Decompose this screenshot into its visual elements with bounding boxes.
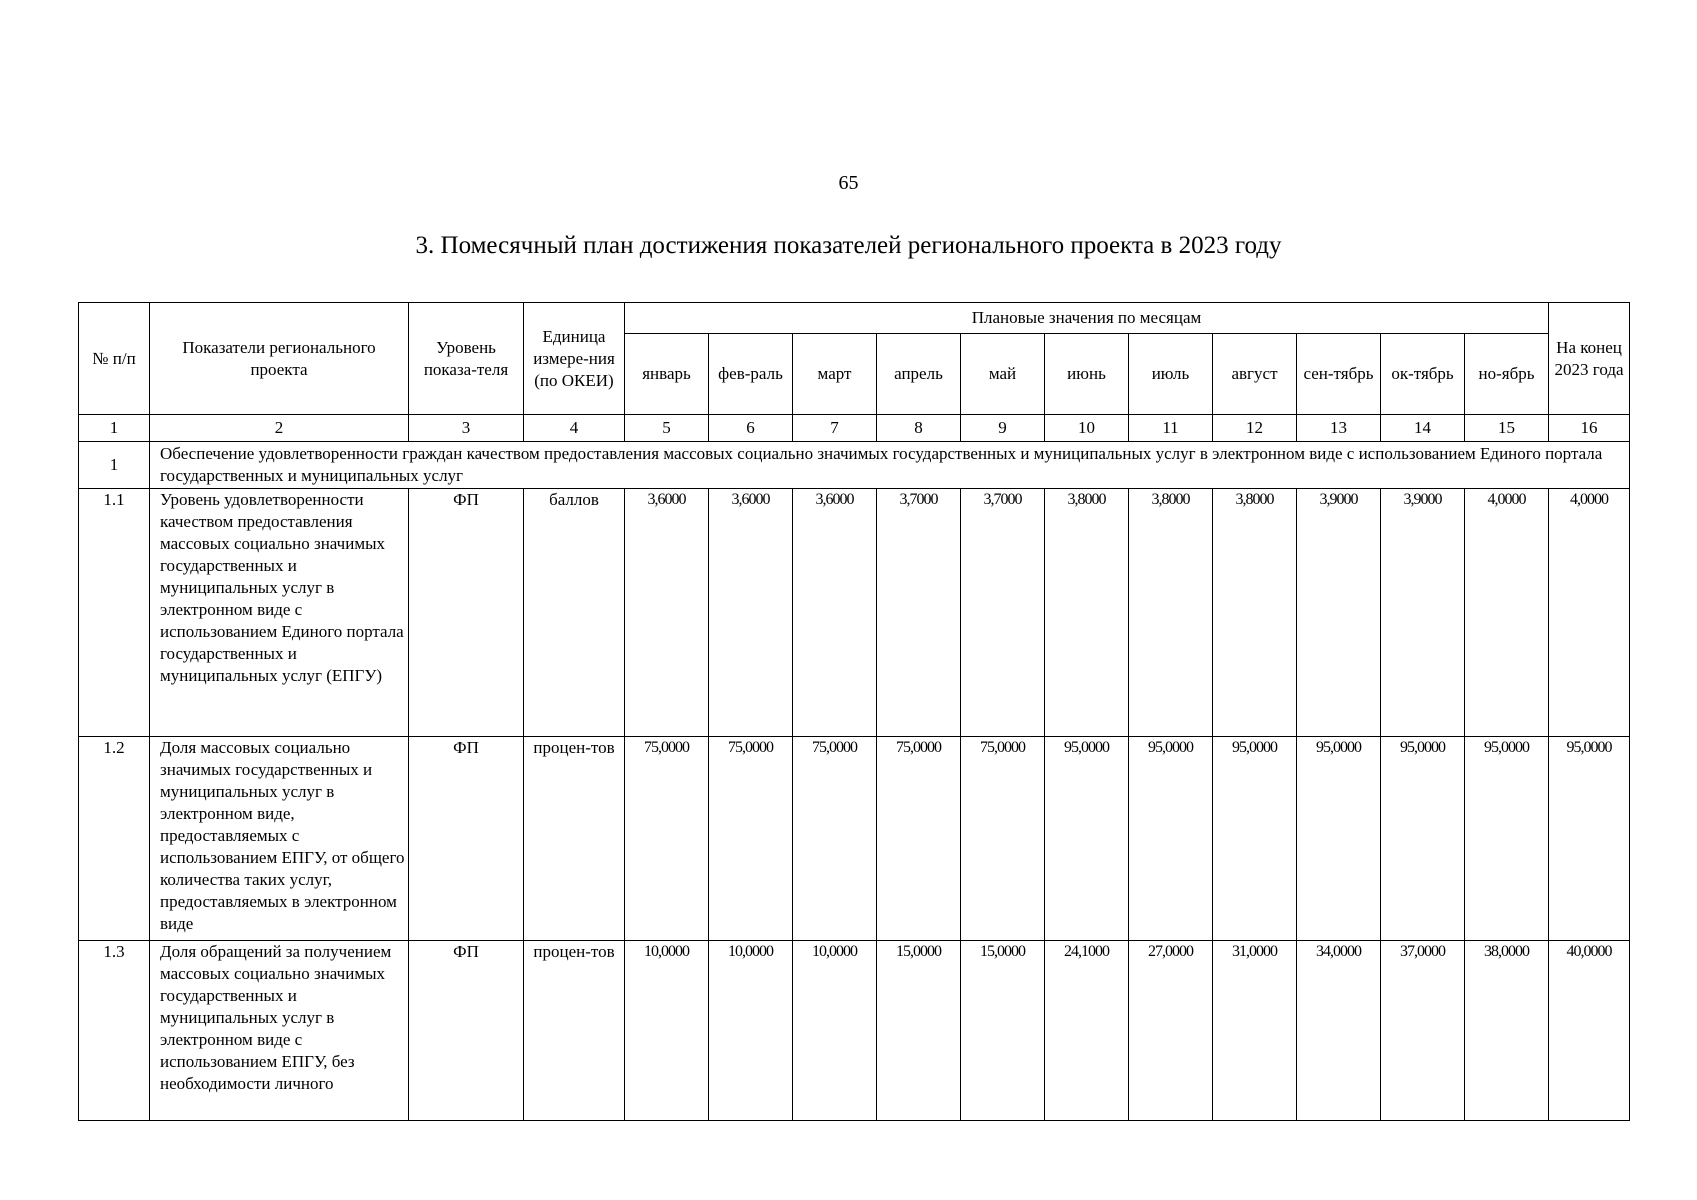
month-value: 95,0000 [1381, 737, 1465, 941]
month-value: 3,9000 [1297, 489, 1381, 737]
month-value: 31,0000 [1213, 941, 1297, 1121]
monthly-plan-table [78, 302, 1630, 1121]
row-num: 1.2 [79, 737, 150, 941]
section-row [79, 442, 1630, 489]
month-value: 95,0000 [1129, 737, 1213, 941]
column-number: 3 [409, 415, 524, 442]
column-number: 8 [877, 415, 961, 442]
year-end-value: 4,0000 [1549, 489, 1630, 737]
column-number: 14 [1381, 415, 1465, 442]
month-value: 3,7000 [877, 489, 961, 737]
header-month: фев-раль [709, 334, 793, 415]
month-value: 3,8000 [1045, 489, 1129, 737]
month-value: 27,0000 [1129, 941, 1213, 1121]
column-number: 2 [150, 415, 409, 442]
row-num: 1.3 [79, 941, 150, 1121]
column-number: 5 [625, 415, 709, 442]
indicator-unit: процен-тов [524, 941, 625, 1121]
indicator-name: Доля массовых социально значимых государственных и муниципальных услуг в электронном виде, предоставляемых с использованием ЕПГУ, от общего количества таких услуг, предоставляемых в электронном виде [150, 737, 409, 941]
month-value: 10,0000 [625, 941, 709, 1121]
indicator-name: Доля обращений за получением массовых социально значимых государственных и муниципальных услуг в электронном виде с использованием ЕПГУ, без необходимости личного [150, 941, 409, 1121]
month-value: 15,0000 [877, 941, 961, 1121]
header-num: № п/п [79, 303, 150, 415]
indicator-name: Уровень удовлетворенности качеством предоставления массовых социально значимых государственных и муниципальных услуг в электронном виде с использованием Единого портала государственных и муниципальных услуг (ЕПГУ) [150, 489, 409, 737]
column-number: 6 [709, 415, 793, 442]
indicator-level: ФП [409, 941, 524, 1121]
column-number: 11 [1129, 415, 1213, 442]
month-value: 95,0000 [1045, 737, 1129, 941]
month-value: 75,0000 [877, 737, 961, 941]
column-number: 10 [1045, 415, 1129, 442]
month-value: 37,0000 [1381, 941, 1465, 1121]
column-number: 12 [1213, 415, 1297, 442]
column-number: 13 [1297, 415, 1381, 442]
header-month: июль [1129, 334, 1213, 415]
month-value: 10,0000 [793, 941, 877, 1121]
header-year-end: На конец 2023 года [1549, 303, 1630, 415]
month-value: 3,6000 [709, 489, 793, 737]
month-value: 95,0000 [1297, 737, 1381, 941]
header-month: август [1213, 334, 1297, 415]
header-month: июнь [1045, 334, 1129, 415]
page-number: 65 [838, 172, 859, 194]
indicator-level: ФП [409, 737, 524, 941]
month-value: 75,0000 [961, 737, 1045, 941]
month-value: 75,0000 [709, 737, 793, 941]
table-row [79, 941, 1630, 1121]
header-month: ок-тябрь [1381, 334, 1465, 415]
month-value: 3,9000 [1381, 489, 1465, 737]
column-number: 7 [793, 415, 877, 442]
indicator-unit: процен-тов [524, 737, 625, 941]
row-num: 1.1 [79, 489, 150, 737]
year-end-value: 95,0000 [1549, 737, 1630, 941]
month-value: 3,6000 [625, 489, 709, 737]
month-value: 3,8000 [1213, 489, 1297, 737]
month-value: 75,0000 [625, 737, 709, 941]
header-unit: Единица измере-ния (по ОКЕИ) [524, 303, 625, 415]
indicator-level: ФП [409, 489, 524, 737]
month-value: 95,0000 [1213, 737, 1297, 941]
month-value: 38,0000 [1465, 941, 1549, 1121]
table-row [79, 489, 1630, 737]
indicator-unit: баллов [524, 489, 625, 737]
column-number-row [79, 415, 1630, 442]
header-month: январь [625, 334, 709, 415]
header-month: апрель [877, 334, 961, 415]
month-value: 3,7000 [961, 489, 1045, 737]
month-value: 4,0000 [1465, 489, 1549, 737]
header-month: март [793, 334, 877, 415]
table-row [79, 737, 1630, 941]
month-value: 3,6000 [793, 489, 877, 737]
year-end-value: 40,0000 [1549, 941, 1630, 1121]
header-month: май [961, 334, 1045, 415]
month-value: 95,0000 [1465, 737, 1549, 941]
column-number: 9 [961, 415, 1045, 442]
column-number: 16 [1549, 415, 1630, 442]
month-value: 24,1000 [1045, 941, 1129, 1121]
column-number: 1 [79, 415, 150, 442]
month-value: 75,0000 [793, 737, 877, 941]
header-level: Уровень показа-теля [409, 303, 524, 415]
month-value: 34,0000 [1297, 941, 1381, 1121]
column-number: 4 [524, 415, 625, 442]
section-num: 1 [79, 442, 150, 489]
header-month: но-ябрь [1465, 334, 1549, 415]
header-month: сен-тябрь [1297, 334, 1381, 415]
section-text: Обеспечение удовлетворенности граждан качеством предоставления массовых социально значимых государственных и муниципальных услуг в электронном виде с использованием Единого портала государственных и муниципальных услуг [150, 442, 1630, 489]
month-value: 3,8000 [1129, 489, 1213, 737]
month-value: 10,0000 [709, 941, 793, 1121]
header-indicator: Показатели регионального проекта [150, 303, 409, 415]
header-planned-values: Плановые значения по месяцам [625, 303, 1549, 334]
month-value: 15,0000 [961, 941, 1045, 1121]
column-number: 15 [1465, 415, 1549, 442]
page-title: 3. Помесячный план достижения показателей регионального проекта в 2023 году [415, 232, 1282, 259]
